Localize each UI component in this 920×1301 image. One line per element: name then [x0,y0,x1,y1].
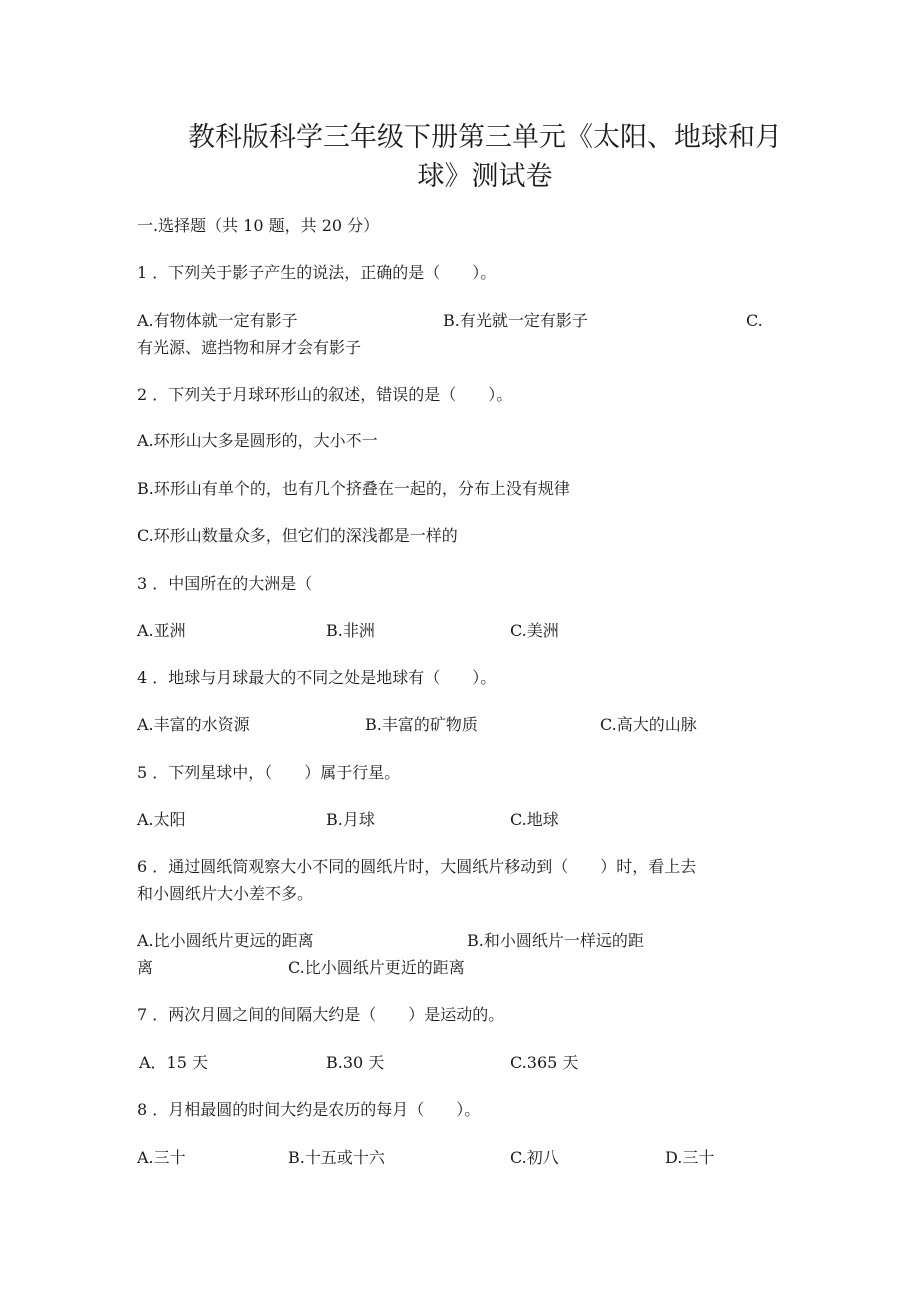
question-5-stem: 5 ．下列星球中，（ ）属于行星。 [137,763,401,782]
exam-title [140,118,830,196]
question-4-option-a: A.丰富的水资源 [137,715,250,734]
question-4-option-c: C.高大的山脉 [600,715,697,734]
question-5-option-c: C.地球 [510,810,559,829]
exam-title-line-2: 球》测试卷 [417,161,553,192]
question-7-stem: 7 ．两次月圆之间的间隔大约是（ ）是运动的。 [137,1005,505,1024]
question-7-option-a: A．15 天 [139,1053,209,1072]
question-1-option-a: A.有物体就一定有影子 [137,311,298,330]
question-3-stem: 3 ．中国所在的大洲是（ [137,574,313,593]
question-6-stem-line-1: 6 ．通过圆纸筒观察大小不同的圆纸片时，大圆纸片移动到（ ）时，看上去 [137,857,697,876]
question-5-option-b: B.月球 [326,810,375,829]
question-7-option-b: B.30 天 [326,1053,385,1072]
question-1-option-c-label: C. [746,311,763,330]
question-8-option-a: A.三十 [137,1148,186,1167]
question-3-option-c: C.美洲 [510,621,559,640]
question-3-option-b: B.非洲 [326,621,375,640]
question-8-option-b: B.十五或十六 [288,1148,385,1167]
question-6-option-b-continued: 离 [137,958,154,977]
question-2-option-c: C.环形山数量众多，但它们的深浅都是一样的 [137,526,458,545]
question-4-option-b: B.丰富的矿物质 [365,715,478,734]
section-heading: 一.选择题（共 10 题，共 20 分） [137,216,380,235]
question-8-option-c: C.初八 [510,1148,559,1167]
question-2-stem: 2 ．下列关于月球环形山的叙述，错误的是（ ）。 [137,385,513,404]
question-7-option-c: C.365 天 [510,1053,579,1072]
question-6-option-c: C.比小圆纸片更近的距离 [288,958,465,977]
question-6-option-a: A.比小圆纸片更远的距离 [137,931,314,950]
question-6-stem-line-2: 和小圆纸片大小差不多。 [137,884,314,903]
question-3-option-a: A.亚洲 [137,621,186,640]
question-5-option-a: A.太阳 [137,810,186,829]
question-2-option-a: A.环形山大多是圆形的，大小不一 [137,431,378,450]
question-2-option-b: B.环形山有单个的，也有几个挤叠在一起的，分布上没有规律 [137,479,570,498]
question-1-stem: 1 ．下列关于影子产生的说法，正确的是（ ）。 [137,263,497,282]
question-8-option-d: D.三十 [665,1148,715,1167]
question-4-stem: 4 ．地球与月球最大的不同之处是地球有（ ）。 [137,668,497,687]
question-1-option-c-text: 有光源、遮挡物和屏才会有影子 [137,338,362,357]
question-1-option-b: B.有光就一定有影子 [443,311,588,330]
exam-title-line-1: 教科版科学三年级下册第三单元《太阳、地球和月 [188,122,782,153]
question-8-stem: 8 ．月相最圆的时间大约是农历的每月（ ）。 [137,1100,481,1119]
question-6-option-b: B.和小圆纸片一样远的距 [467,931,644,950]
